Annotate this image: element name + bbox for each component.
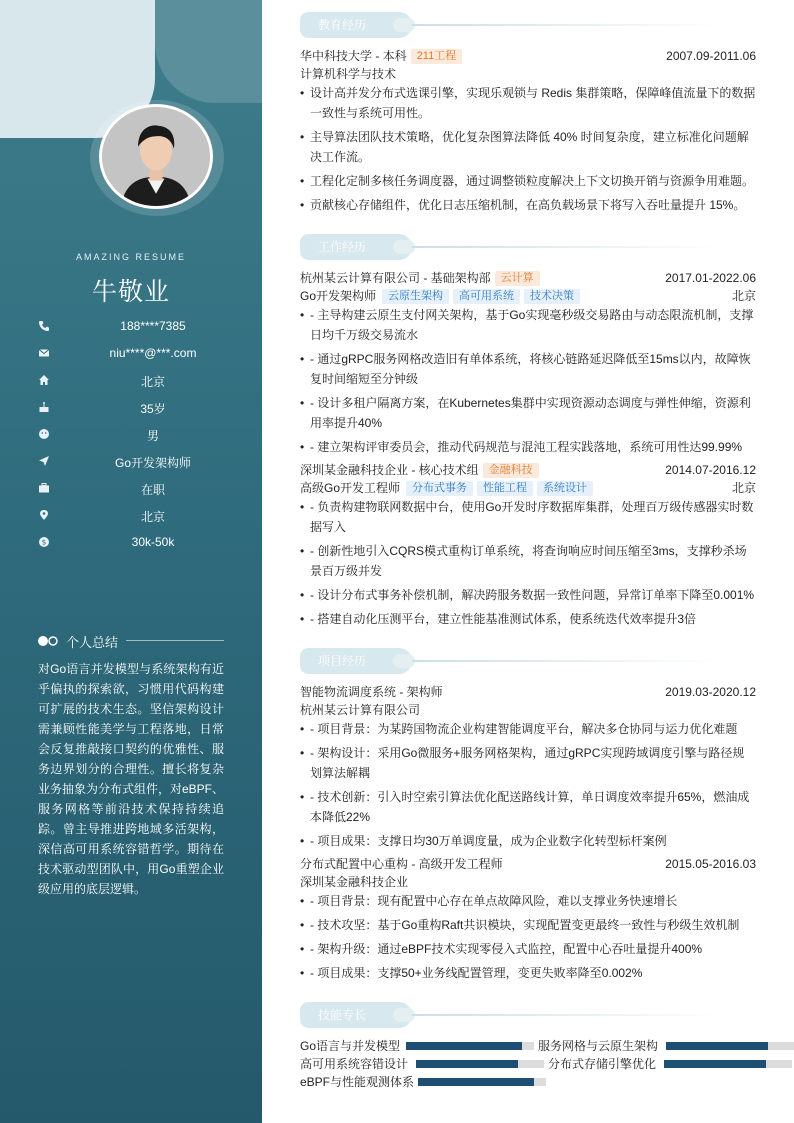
list-item: • - 项目成果：支撑日均30万单调度量，成为企业数字化转型标杆案例 xyxy=(300,831,756,851)
industry-tag: 云计算 xyxy=(495,271,540,286)
skill-item xyxy=(548,1057,792,1071)
project-name: 智能物流调度系统 - 架构师 xyxy=(300,685,443,699)
job-role: 高级Go开发工程师 xyxy=(300,481,401,495)
skill-bar-track xyxy=(666,1042,794,1050)
divider xyxy=(412,660,722,662)
gender-icon xyxy=(38,428,50,440)
project-company-row xyxy=(300,873,756,891)
skill-tag: 分布式事务 xyxy=(406,481,473,496)
list-item: • - 技术创新：引入时空索引算法优化配送路线计算，单日调度效率提升65%，燃油成本降低22% xyxy=(300,787,756,827)
skill-bar-track xyxy=(406,1042,534,1050)
education-period: 2007.09-2011.06 xyxy=(666,49,756,63)
skill-name: Go语言与并发模型 xyxy=(300,1039,401,1053)
skill-item xyxy=(300,1075,546,1089)
svg-text:$: $ xyxy=(41,538,47,547)
list-item: • - 创新性地引入CQRS模式重构订单系统，将查询响应时间压缩至3ms，支撑秒杀场景百万级并发 xyxy=(300,541,756,581)
section-heading-projects xyxy=(300,648,730,674)
job-period: 2017.01-2022.06 xyxy=(665,271,756,285)
info-phone xyxy=(38,318,238,336)
education-bullets xyxy=(300,83,756,219)
list-item: • - 设计多租户隔离方案，在Kubernetes集群中实现资源动态调度与弹性伸缩，资源利用率提升40% xyxy=(300,393,756,433)
project-name: 分布式配置中心重构 - 高级开发工程师 xyxy=(300,857,503,871)
tagline: AMAZING RESUME xyxy=(75,252,186,262)
project-header xyxy=(300,683,756,701)
send-icon xyxy=(38,455,50,467)
email-value: niu****@***.com xyxy=(109,346,197,360)
job-role-row xyxy=(300,479,756,497)
decorative-shape xyxy=(155,0,262,103)
skill-bar-fill xyxy=(664,1060,766,1068)
skill-name: 服务网格与云原生架构 xyxy=(538,1039,659,1053)
skill-name: 分布式存储引擎优化 xyxy=(548,1057,657,1071)
job-bullets xyxy=(300,497,756,633)
list-item: • 工程化定制多核任务调度器，通过调整锁粒度解决上下文切换开销与资源争用难题。 xyxy=(300,171,756,191)
info-status xyxy=(38,480,238,498)
skill-bar-fill xyxy=(418,1078,534,1086)
phone-icon xyxy=(38,320,50,332)
skill-bar-track xyxy=(664,1060,792,1068)
job-bullets xyxy=(300,305,756,461)
summary-text: 对Go语言并发模型与系统架构有近乎偏执的探索欲，习惯用代码构建可扩展的技术生态。坚信架构设计需兼顾性能美学与工程落地，日常会反复推敲接口契约的优雅性、服务边界划分的合理性。擅长将复杂业务抽象为分布式组件，对eBPF、服务网格等前沿技术保持持续追踪。曾主导推进跨地域多活架构，深信高可用系统容错哲学。期待在技术驱动型团队中，用Go重塑企业级应用的底层逻辑。 xyxy=(38,662,225,896)
divider xyxy=(126,640,224,641)
briefcase-icon xyxy=(38,482,50,494)
skill-name: 高可用系统容错设计 xyxy=(300,1057,409,1071)
skill-bar-fill xyxy=(406,1042,522,1050)
section-title: 教育经历 xyxy=(300,12,412,38)
gender-value: 男 xyxy=(146,429,159,443)
info-salary xyxy=(38,534,238,552)
home-value: 北京 xyxy=(140,375,165,389)
list-item: • - 架构设计：采用Go微服务+服务网格架构，通过gRPC实现跨域调度引擎与路径规划算法解耦 xyxy=(300,743,756,783)
section-heading-education xyxy=(300,12,730,38)
info-home xyxy=(38,372,238,390)
skill-tag: 性能工程 xyxy=(477,481,533,496)
info-gender xyxy=(38,426,238,444)
salary-value: 30k-50k xyxy=(131,535,175,549)
project-company-row xyxy=(300,701,756,719)
industry-tag: 金融科技 xyxy=(483,463,539,478)
status-value: 在职 xyxy=(140,483,165,497)
divider xyxy=(412,246,722,248)
skill-item xyxy=(300,1039,534,1053)
job-city: 北京 xyxy=(731,289,756,303)
skill-tag: 高可用系统 xyxy=(453,289,520,304)
skill-bar-track xyxy=(418,1078,546,1086)
list-item: • 设计高并发分布式选课引擎，实现乐观锁与 Redis 集群策略，保障峰值流量下的数据一致性与系统可用性。 xyxy=(300,83,756,123)
section-title: 项目经历 xyxy=(300,648,412,674)
list-item: • - 项目成果：支撑50+业务线配置管理，变更失败率降至0.002% xyxy=(300,963,756,983)
position-value: Go开发架构师 xyxy=(114,456,191,470)
project-header xyxy=(300,855,756,873)
project-period: 2015.05-2016.03 xyxy=(665,857,756,871)
company-name: 深圳某金融科技企业 - 核心技术组 xyxy=(300,463,479,477)
list-item: • - 搭建自动化压测平台，建立性能基准测试体系，使系统迭代效率提升3倍 xyxy=(300,609,756,629)
job-city: 北京 xyxy=(731,481,756,495)
phone-value: 188****7385 xyxy=(120,319,186,333)
job-header xyxy=(300,461,756,479)
job-role: Go开发架构师 xyxy=(300,289,377,303)
list-item: • 主导算法团队技术策略，优化复杂图算法降低 40% 时间复杂度，建立标准化问题解决工作流。 xyxy=(300,127,756,167)
summary-heading xyxy=(38,632,228,650)
info-email xyxy=(38,345,238,363)
skill-bar-track xyxy=(416,1060,544,1068)
list-item: • - 项目背景：现有配置中心存在单点故障风险，难以支撑业务快速增长 xyxy=(300,891,756,911)
education-major-row xyxy=(300,65,756,83)
project-period: 2019.03-2020.12 xyxy=(665,685,756,699)
major: 计算机科学与技术 xyxy=(300,67,397,81)
divider xyxy=(412,1014,722,1016)
candidate-name: 牛敬业 xyxy=(91,278,170,306)
location-value: 北京 xyxy=(140,510,165,524)
section-title: 工作经历 xyxy=(300,234,412,260)
money-icon xyxy=(38,536,50,548)
divider xyxy=(412,24,722,26)
list-item: • - 建立架构评审委员会，推动代码规范与混沌工程实践落地，系统可用性达99.99% xyxy=(300,437,756,457)
cake-icon xyxy=(38,401,50,413)
skill-item xyxy=(538,1039,794,1053)
avatar xyxy=(99,104,213,209)
home-icon xyxy=(38,374,50,386)
education-header xyxy=(300,47,756,65)
job-period: 2014.07-2016.12 xyxy=(665,463,756,477)
skill-bar-fill xyxy=(666,1042,768,1050)
skill-bar-fill xyxy=(416,1060,518,1068)
list-item: • - 主导构建云原生支付网关架构，基于Go实现毫秒级交易路由与动态限流机制，支撑日均千万级交易流水 xyxy=(300,305,756,345)
skill-name: eBPF与性能观测体系 xyxy=(300,1075,415,1089)
list-item: • - 设计分布式事务补偿机制，解决跨服务数据一致性问题，异常订单率下降至0.001% xyxy=(300,585,756,605)
info-position xyxy=(38,453,238,471)
job-header xyxy=(300,269,756,287)
company-name: 杭州某云计算有限公司 - 基础架构部 xyxy=(300,271,491,285)
project-bullets xyxy=(300,719,756,855)
list-item: • - 项目背景：为某跨国物流企业构建智能调度平台，解决多仓协同与运力优化难题 xyxy=(300,719,756,739)
sidebar xyxy=(0,0,262,1123)
skill-tag: 技术决策 xyxy=(524,289,580,304)
section-heading-work xyxy=(300,234,730,260)
job-role-row xyxy=(300,287,756,305)
project-company: 深圳某金融科技企业 xyxy=(300,875,409,889)
list-item: • - 架构升级：通过eBPF技术实现零侵入式监控，配置中心吞吐量提升400% xyxy=(300,939,756,959)
section-heading-skills xyxy=(300,1002,730,1028)
summary-title: 个人总结 xyxy=(66,635,119,650)
list-item: • - 通过gRPC服务网格改造旧有单体系统，将核心链路延迟降低至15ms以内，故障恢复时间缩短至分钟级 xyxy=(300,349,756,389)
school-tag: 211工程 xyxy=(411,49,463,64)
section-title: 技能专长 xyxy=(300,1002,412,1028)
age-value: 35岁 xyxy=(140,402,166,416)
skill-item xyxy=(300,1057,544,1071)
list-item: • 贡献核心存储组件，优化日志压缩机制，在高负载场景下将写入吞吐量提升 15%。 xyxy=(300,195,756,215)
project-bullets xyxy=(300,891,756,987)
main-content xyxy=(300,0,756,1123)
toggle-dots-icon xyxy=(38,635,60,647)
skill-tag: 系统设计 xyxy=(537,481,593,496)
project-company: 杭州某云计算有限公司 xyxy=(300,703,421,717)
location-icon xyxy=(38,509,50,521)
skill-tag: 云原生架构 xyxy=(382,289,449,304)
school-name: 华中科技大学 - 本科 xyxy=(300,49,407,63)
list-item: • - 技术攻坚：基于Go重构Raft共识模块，实现配置变更最终一致性与秒级生效机制 xyxy=(300,915,756,935)
info-age xyxy=(38,399,238,417)
list-item: • - 负责构建物联网数据中台，使用Go开发时序数据库集群，处理百万级传感器实时数据写入 xyxy=(300,497,756,537)
mail-icon xyxy=(38,347,50,359)
info-location xyxy=(38,507,238,525)
